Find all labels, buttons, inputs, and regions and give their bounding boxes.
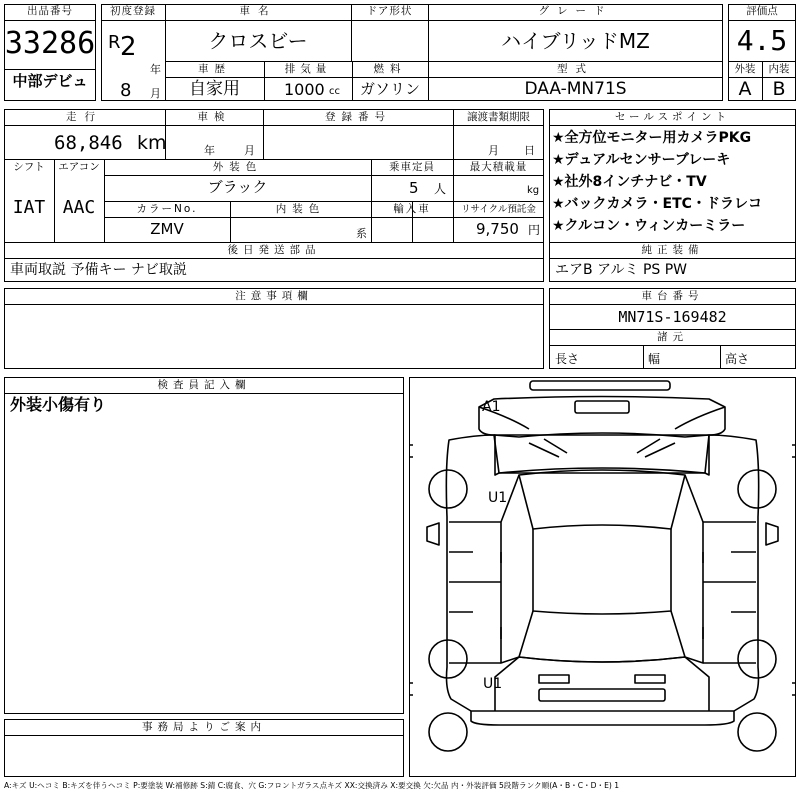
sales-point-4: ★バックカメラ・ETC・ドラレコ [552,196,762,212]
width-label: 幅 [648,352,661,366]
import-label: 輸入車 [393,203,431,215]
capacity-label: 乗車定員 [389,161,435,173]
inspector-note: 外装小傷有り [10,395,107,414]
kg-unit: kg [527,185,540,196]
history: 自家用 [189,79,240,99]
color-label: 外装色 [212,161,263,173]
lot-label: 出品番号 [27,5,73,17]
fuel-label: 燃料 [373,63,407,75]
capacity: 5 [409,179,419,197]
car-name: クロスビー [208,29,308,53]
color-no-label: カラーNo. [136,203,198,215]
displacement: 1000 [284,80,325,99]
inspection-label: 車検 [197,111,231,123]
equipment: エアB アルミ PS PW [555,262,688,278]
interior-grade: B [772,78,786,100]
year-unit: 年 [150,63,161,76]
interior-label: 内装 [768,63,790,75]
mark-a1: A1 [482,399,501,415]
capacity-unit: 人 [434,182,447,196]
plate-label: 登録番号 [325,111,391,123]
score-label: 評価点 [746,5,778,17]
reg-year: 2 [120,32,137,62]
car-outline-diagram [409,377,796,777]
later-parts-label: 後日発送部品 [227,244,321,256]
inspection-year-unit: 年 [204,144,215,157]
mark-u1-front: U1 [488,490,508,506]
reg-label: 初度登録 [110,5,156,17]
reg-month: 8 [120,80,132,101]
color: ブラック [207,178,268,196]
recycle-label: リサイクル預託金 [461,204,536,215]
mileage: 68,846 [54,132,123,154]
notes-label: 注意事項欄 [235,290,313,302]
name-label: 車名 [239,5,277,17]
interior-color-unit: 系 [356,227,367,240]
aircon: AAC [62,197,96,218]
mileage-label: 走行 [66,111,103,123]
score: 4.5 [736,24,788,57]
sales-point-1: ★全方位モニター用カメラPKG [552,130,752,146]
shift: IAT [12,197,46,218]
grade-label: グレード [538,5,613,17]
transfer-label: 譲渡書類期限 [467,111,530,123]
grade: ハイブリッドMZ [501,29,650,53]
max-load-label: 最大積載量 [469,161,528,173]
yen-unit: 円 [528,223,541,237]
aircon-label: エアコン [58,161,100,173]
fuel: ガソリン [359,80,420,98]
month-unit: 月 [150,87,161,100]
shift-label: シフト [13,161,45,173]
inspector-label: 検査員記入欄 [157,379,251,391]
legend-footer: A:キズ U:ヘコミ B:キズを伴うヘコミ P:要塗装 W:補修跡 S:錆 C:腐食、穴 G:フロントガラス点キズ XX:交換済み X:要交換 欠:欠品 内・外装評価 5段階ランク順(A・B・C・D・E) 1 [4,781,620,790]
interior-color-label: 内装色 [275,203,326,215]
later-parts: 車両取説 予備キー ナビ取説 [10,262,187,278]
length-label: 長さ [555,352,580,366]
exterior-label: 外装 [734,63,756,75]
lot-number: 33286 [4,26,96,61]
reg-era: R [108,32,121,53]
inspector-box [4,377,404,714]
door-label: ドア形状 [366,5,413,17]
transfer-day-unit: 日 [524,144,535,157]
color-no: ZMV [150,220,184,238]
displacement-label: 排気量 [284,63,332,75]
sales-point-5: ★クルコン・ウィンカーミラー [552,218,746,234]
dims-label: 諸元 [657,331,688,343]
exterior-grade: A [738,78,752,100]
sales-point-2: ★デュアルセンサーブレーキ [552,152,731,168]
chassis-label: 車台番号 [641,290,704,302]
office-label: 事務局よりご案内 [142,721,266,733]
cc-unit: cc [329,86,340,97]
chassis-no: MN71S-169482 [618,308,727,326]
sales-point-3: ★社外8インチナビ・TV [552,174,707,190]
model-label: 型式 [557,63,594,75]
equipment-label: 純正装備 [641,244,704,256]
sales-label: セールスポイント [614,111,731,123]
venue: 中部デビュ [12,72,88,90]
recycle-fee: 9,750 [476,220,519,238]
mark-u1-rear: U1 [483,676,503,692]
height-label: 高さ [725,352,750,366]
history-label: 車歴 [198,63,231,75]
inspection-month-unit: 月 [244,144,255,157]
transfer-month-unit: 月 [488,144,499,157]
km-unit: km [137,132,167,154]
model-code: DAA-MN71S [524,79,627,99]
